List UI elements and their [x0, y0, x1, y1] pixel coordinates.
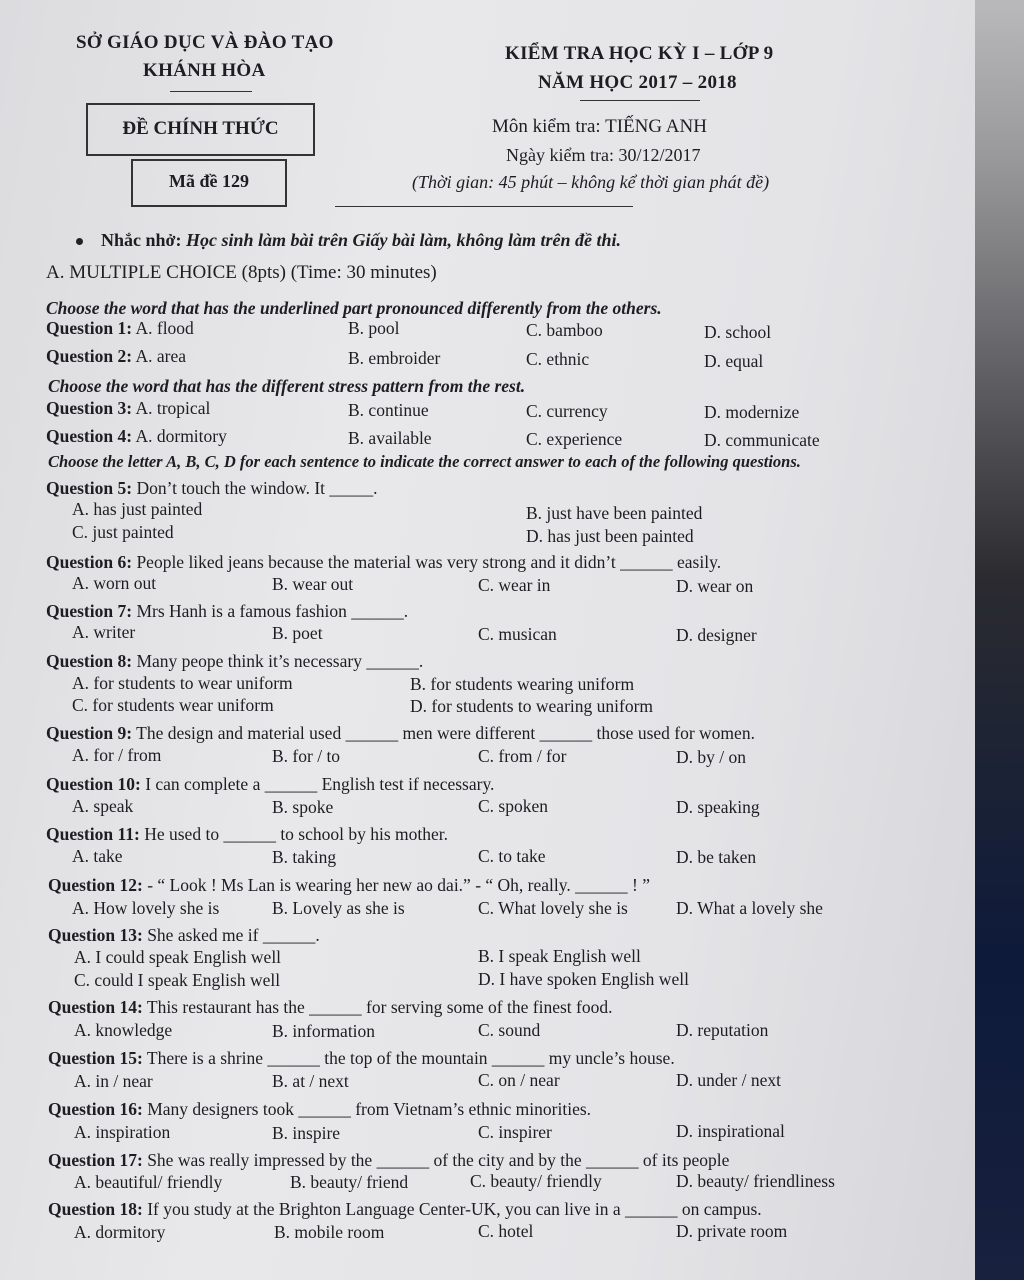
- q13-label: Question 13:: [48, 925, 143, 945]
- q18-option-c: C. hotel: [478, 1221, 534, 1241]
- q2-label-line: [46, 346, 186, 367]
- q11-stem: He used to ______ to school by his mother.: [144, 824, 449, 844]
- q17-stem-line: [48, 1150, 729, 1171]
- q2-option-b: B. embroider: [348, 348, 441, 368]
- q4-option-a: A. dormitory: [135, 426, 227, 446]
- q5-stem-line: [46, 478, 378, 499]
- q6-label: Question 6:: [46, 552, 133, 572]
- q3-option-a: A. tropical: [135, 398, 211, 418]
- q7-option-d: D. designer: [676, 625, 757, 645]
- q9-option-b: B. for / to: [272, 746, 341, 766]
- reminder-label: Nhắc nhở:: [101, 230, 182, 250]
- q5-option-c: C. just painted: [72, 522, 174, 542]
- q17-option-c: C. beauty/ friendly: [470, 1171, 602, 1191]
- q16-stem: Many designers took ______ from Vietnam’s ethnic minorities.: [147, 1099, 592, 1119]
- org-line2: KHÁNH HÒA: [143, 60, 266, 81]
- q9-option-d: D. by / on: [676, 747, 746, 767]
- q13-stem: She asked me if ______.: [147, 925, 320, 945]
- q17-label: Question 17:: [48, 1150, 143, 1170]
- q10-stem-line: [46, 774, 494, 795]
- q9-stem: The design and material used ______ men were different ______ those used for women.: [136, 723, 755, 743]
- q1-label: Question 1:: [46, 318, 133, 338]
- q5-option-d: D. has just been painted: [526, 526, 694, 546]
- official-box: [86, 103, 315, 156]
- q18-option-a: A. dormitory: [74, 1222, 166, 1242]
- q6-option-d: D. wear on: [676, 576, 754, 596]
- q7-option-c: C. musican: [478, 624, 557, 644]
- q3-option-c: C. currency: [526, 401, 608, 421]
- q1-option-a: A. flood: [135, 318, 194, 338]
- q16-option-a: A. inspiration: [74, 1122, 171, 1142]
- code-box: [131, 159, 287, 207]
- q18-option-b: B. mobile room: [274, 1222, 385, 1242]
- subject-line: Môn kiểm tra: TIẾNG ANH: [492, 116, 707, 137]
- q15-option-d: D. under / next: [676, 1070, 781, 1090]
- q12-option-b: B. Lovely as she is: [272, 898, 405, 918]
- q11-option-b: B. taking: [272, 847, 337, 867]
- q5-stem: Don’t touch the window. It _____.: [136, 478, 378, 498]
- q6-stem: People liked jeans because the material was very strong and it didn’t ______ easily.: [136, 552, 722, 572]
- reminder: [76, 230, 621, 251]
- q14-label: Question 14:: [48, 997, 143, 1017]
- q16-option-c: C. inspirer: [478, 1122, 552, 1142]
- q7-option-a: A. writer: [72, 622, 136, 642]
- org-line1: SỞ GIÁO DỤC VÀ ĐÀO TẠO: [76, 32, 334, 53]
- q8-option-a: A. for students to wear uniform: [72, 673, 293, 693]
- instruction-pronunciation: Choose the word that has the underlined part pronounced differently from the others.: [46, 298, 662, 318]
- q13-option-c: C. could I speak English well: [74, 970, 281, 990]
- q12-option-a: A. How lovely she is: [72, 898, 220, 918]
- q4-option-b: B. available: [348, 428, 432, 448]
- q18-stem: If you study at the Brighton Language Center-UK, you can live in a ______ on campus.: [147, 1199, 762, 1219]
- q12-option-c: C. What lovely she is: [478, 898, 628, 918]
- q10-option-b: B. spoke: [272, 797, 334, 817]
- q11-option-a: A. take: [72, 846, 123, 866]
- q13-option-a: A. I could speak English well: [74, 947, 282, 967]
- q7-stem-line: [46, 601, 408, 622]
- q8-option-d: D. for students to wearing uniform: [410, 696, 654, 716]
- q16-option-b: B. inspire: [272, 1123, 341, 1143]
- q10-label: Question 10:: [46, 774, 141, 794]
- q6-option-a: A. worn out: [72, 573, 157, 593]
- q15-option-b: B. at / next: [272, 1071, 349, 1091]
- q6-option-b: B. wear out: [272, 574, 354, 594]
- q18-label: Question 18:: [48, 1199, 143, 1219]
- q2-option-d: D. equal: [704, 351, 764, 371]
- q4-label-line: [46, 426, 227, 447]
- q14-option-c: C. sound: [478, 1020, 541, 1040]
- q16-stem-line: [48, 1099, 591, 1120]
- exam-code: Mã đề 129: [169, 171, 249, 191]
- q3-label: Question 3:: [46, 398, 133, 418]
- q3-option-d: D. modernize: [704, 402, 800, 422]
- q15-stem-line: [48, 1048, 675, 1069]
- q3-label-line: [46, 398, 210, 419]
- q6-option-c: C. wear in: [478, 575, 551, 595]
- q7-label: Question 7:: [46, 601, 133, 621]
- q8-option-c: C. for students wear uniform: [72, 695, 274, 715]
- q15-option-a: A. in / near: [74, 1071, 153, 1091]
- q10-option-a: A. speak: [72, 796, 134, 816]
- q8-label: Question 8:: [46, 651, 133, 671]
- q11-option-c: C. to take: [478, 846, 546, 866]
- org-underline: [170, 91, 252, 92]
- year-underline: [580, 100, 700, 101]
- background-edge: [975, 0, 1024, 1280]
- q13-option-b: B. I speak English well: [478, 946, 641, 966]
- q11-option-d: D. be taken: [676, 847, 757, 867]
- q6-stem-line: [46, 552, 721, 573]
- q7-stem: Mrs Hanh is a famous fashion ______.: [136, 601, 409, 621]
- q4-label: Question 4:: [46, 426, 133, 446]
- q7-option-b: B. poet: [272, 623, 323, 643]
- q11-label: Question 11:: [46, 824, 140, 844]
- q14-option-d: D. reputation: [676, 1020, 769, 1040]
- q12-option-d: D. What a lovely she: [676, 898, 823, 918]
- q1-option-b: B. pool: [348, 318, 400, 338]
- header-rule: [335, 206, 633, 207]
- q15-label: Question 15:: [48, 1048, 143, 1068]
- q13-stem-line: [48, 925, 320, 946]
- q18-stem-line: [48, 1199, 762, 1220]
- q18-option-d: D. private room: [676, 1221, 788, 1241]
- q1-option-d: D. school: [704, 322, 772, 342]
- q17-option-b: B. beauty/ friend: [290, 1172, 409, 1192]
- q9-option-c: C. from / for: [478, 746, 567, 766]
- instruction-letters: Choose the letter A, B, C, D for each sentence to indicate the correct answer to each of the following questions.: [48, 452, 801, 471]
- q10-option-c: C. spoken: [478, 796, 548, 816]
- q9-option-a: A. for / from: [72, 745, 162, 765]
- instruction-stress: Choose the word that has the different stress pattern from the rest.: [48, 376, 526, 396]
- q3-option-b: B. continue: [348, 400, 429, 420]
- q16-label: Question 16:: [48, 1099, 143, 1119]
- q15-stem: There is a shrine ______ the top of the mountain ______ my uncle’s house.: [146, 1048, 675, 1068]
- q10-stem: I can complete a ______ English test if necessary.: [145, 774, 495, 794]
- q9-label: Question 9:: [46, 723, 133, 743]
- official-label: ĐỀ CHÍNH THỨC: [122, 118, 279, 139]
- q9-stem-line: [46, 723, 755, 744]
- q17-stem: She was really impressed by the ______ of the city and by the ______ of its people: [147, 1150, 730, 1170]
- exam-title: KIỂM TRA HỌC KỲ I – LỚP 9: [505, 43, 774, 64]
- q5-option-b: B. just have been painted: [526, 503, 703, 523]
- q4-option-c: C. experience: [526, 429, 623, 449]
- q2-option-a: A. area: [135, 346, 187, 366]
- q11-stem-line: [46, 824, 448, 845]
- q16-option-d: D. inspirational: [676, 1121, 785, 1141]
- reminder-text: Học sinh làm bài trên Giấy bài làm, không làm trên đề thi.: [185, 230, 622, 250]
- section-a-heading: A. MULTIPLE CHOICE (8pts) (Time: 30 minutes): [46, 262, 437, 283]
- q2-option-c: C. ethnic: [526, 349, 590, 369]
- q14-stem-line: [48, 997, 612, 1018]
- q4-option-d: D. communicate: [704, 430, 820, 450]
- q5-label: Question 5:: [46, 478, 133, 498]
- q8-option-b: B. for students wearing uniform: [410, 674, 635, 694]
- q5-option-a: A. has just painted: [72, 499, 203, 519]
- time-line: (Thời gian: 45 phút – không kể thời gian phát đề): [412, 172, 770, 192]
- date-line: Ngày kiểm tra: 30/12/2017: [506, 145, 701, 165]
- q2-label: Question 2:: [46, 346, 133, 366]
- q15-option-c: C. on / near: [478, 1070, 560, 1090]
- q1-option-c: C. bamboo: [526, 320, 603, 340]
- q14-option-a: A. knowledge: [74, 1020, 173, 1040]
- q12-stem: - “ Look ! Ms Lan is wearing her new ao dai.” - “ Oh, really. ______ ! ”: [147, 875, 650, 895]
- q13-option-d: D. I have spoken English well: [478, 969, 689, 989]
- q17-option-d: D. beauty/ friendliness: [676, 1171, 835, 1191]
- q8-stem: Many peope think it’s necessary ______.: [136, 651, 424, 671]
- q1-label-line: [46, 318, 194, 339]
- q14-stem: This restaurant has the ______ for serving some of the finest food.: [146, 997, 613, 1017]
- q8-stem-line: [46, 651, 423, 672]
- bullet-icon: [76, 238, 83, 245]
- school-year: NĂM HỌC 2017 – 2018: [538, 72, 737, 93]
- q14-option-b: B. information: [272, 1021, 376, 1041]
- q10-option-d: D. speaking: [676, 797, 760, 817]
- q17-option-a: A. beautiful/ friendly: [74, 1172, 223, 1192]
- q12-stem-line: [48, 875, 650, 896]
- q12-label: Question 12:: [48, 875, 143, 895]
